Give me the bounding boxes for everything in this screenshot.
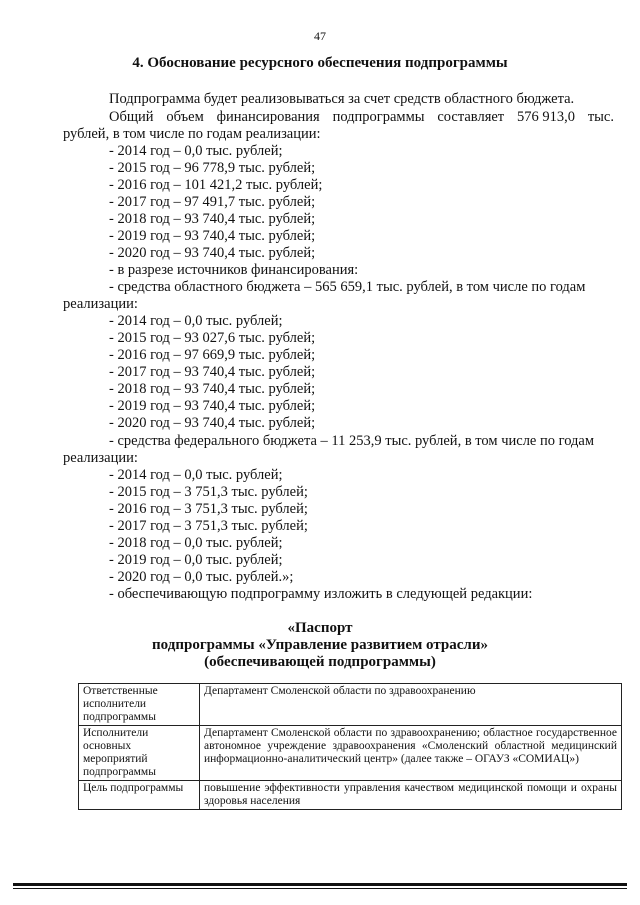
regional-year-item: - 2020 год – 93 740,4 тыс. рублей;: [109, 415, 316, 431]
federal-year-item: - 2015 год – 3 751,3 тыс. рублей;: [109, 484, 308, 500]
total-year-item: - 2015 год – 96 778,9 тыс. рублей;: [109, 160, 316, 176]
table-row: [79, 781, 622, 810]
bottom-divider-thin: [13, 888, 627, 889]
paragraph-total-line2: рублей, в том числе по годам реализации:: [63, 126, 321, 142]
passport-subtitle-2: (обеспечивающей подпрограммы): [204, 654, 436, 670]
bottom-divider: [13, 883, 627, 886]
total-year-item: - 2020 год – 93 740,4 тыс. рублей;: [109, 245, 316, 261]
passport-subtitle: подпрограммы «Управление развитием отрасли»: [152, 637, 488, 653]
regional-budget-intro-cont: реализации:: [63, 296, 138, 312]
paragraph-intro: Подпрограмма будет реализовываться за счет средств областного бюджета.: [109, 91, 575, 107]
word: составляет: [437, 109, 505, 125]
section-title: 4. Обоснование ресурсного обеспечения подпрограммы: [132, 55, 508, 71]
word: тыс.: [587, 109, 614, 125]
table-cell-value: повышение эффективности управления качеством медицинской помощи и охраны здоровья населения: [200, 781, 622, 810]
table-cell-label: Исполнители основных мероприятий подпрограммы: [79, 726, 200, 781]
regional-year-item: - 2014 год – 0,0 тыс. рублей;: [109, 313, 283, 329]
regional-year-item: - 2019 год – 93 740,4 тыс. рублей;: [109, 398, 316, 414]
table-cell-label: Ответственные исполнители подпрограммы: [79, 684, 200, 726]
table-row: [79, 726, 622, 781]
word: финансирования: [216, 109, 320, 125]
federal-budget-intro-cont: реализации:: [63, 450, 138, 466]
closing-line: - обеспечивающую подпрограмму изложить в следующей редакции:: [109, 586, 533, 602]
page-number: 47: [314, 29, 326, 43]
federal-year-item: - 2016 год – 3 751,3 тыс. рублей;: [109, 501, 308, 517]
federal-year-item: - 2017 год – 3 751,3 тыс. рублей;: [109, 518, 308, 534]
table-cell-value: Департамент Смоленской области по здравоохранению: [200, 684, 622, 726]
total-year-item: - 2016 год – 101 421,2 тыс. рублей;: [109, 177, 323, 193]
word: объем: [166, 109, 204, 125]
federal-year-item: - 2018 год – 0,0 тыс. рублей;: [109, 535, 283, 551]
paragraph-total-line1: [109, 109, 614, 126]
total-year-item: - 2019 год – 93 740,4 тыс. рублей;: [109, 228, 316, 244]
regional-budget-intro: - средства областного бюджета – 565 659,1 тыс. рублей, в том числе по годам: [109, 279, 586, 295]
federal-year-item: - 2014 год – 0,0 тыс. рублей;: [109, 467, 283, 483]
sources-intro: - в разрезе источников финансирования:: [109, 262, 359, 278]
word: 576 913,0: [516, 109, 575, 125]
passport-table: [78, 683, 622, 810]
total-year-item: - 2014 год – 0,0 тыс. рублей;: [109, 143, 283, 159]
total-year-item: - 2018 год – 93 740,4 тыс. рублей;: [109, 211, 316, 227]
table-cell-value: Департамент Смоленской области по здравоохранению; областное государственное автономное учреждение здравоохранения «Смоленский областной медицинский информационно-аналитический центр» (далее также – ОГАУЗ «СОМИАЦ»): [200, 726, 622, 781]
regional-year-item: - 2016 год – 97 669,9 тыс. рублей;: [109, 347, 316, 363]
word: подпрограммы: [332, 109, 425, 125]
regional-year-item: - 2017 год – 93 740,4 тыс. рублей;: [109, 364, 316, 380]
word: Общий: [109, 109, 154, 125]
total-year-item: - 2017 год – 97 491,7 тыс. рублей;: [109, 194, 316, 210]
table-cell-label: Цель подпрограммы: [79, 781, 200, 810]
passport-title: «Паспорт: [287, 620, 353, 636]
federal-budget-intro: - средства федерального бюджета – 11 253,9 тыс. рублей, в том числе по годам: [109, 433, 595, 449]
federal-year-item: - 2019 год – 0,0 тыс. рублей;: [109, 552, 283, 568]
table-row: [79, 684, 622, 726]
regional-year-item: - 2018 год – 93 740,4 тыс. рублей;: [109, 381, 316, 397]
regional-year-item: - 2015 год – 93 027,6 тыс. рублей;: [109, 330, 316, 346]
federal-year-item: - 2020 год – 0,0 тыс. рублей.»;: [109, 569, 294, 585]
